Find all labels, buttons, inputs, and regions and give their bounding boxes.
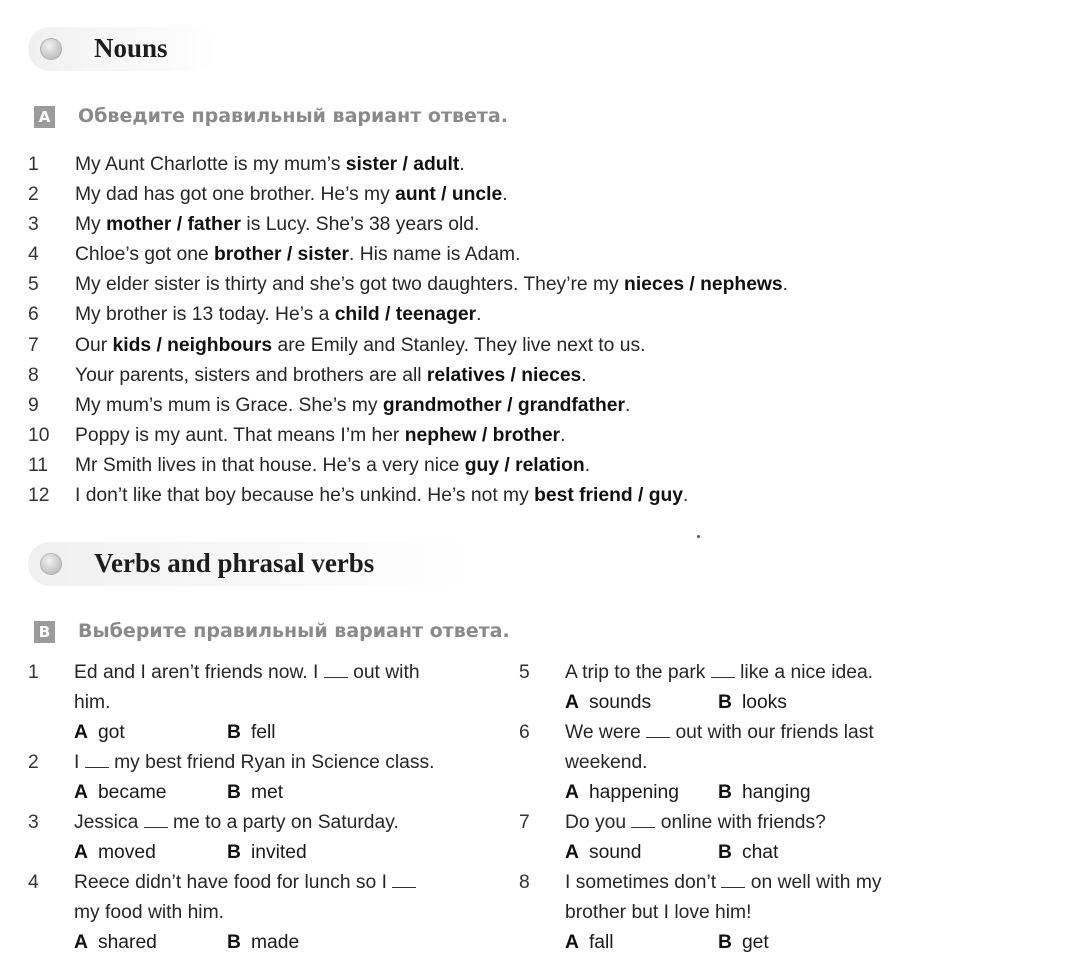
sentence-text: Poppy is my aunt. That means I’m her bbox=[75, 424, 405, 446]
answer-choices[interactable]: nephew / brother bbox=[404, 424, 561, 446]
item-body bbox=[519, 659, 989, 719]
answer-choices[interactable]: nieces / nephews bbox=[624, 274, 783, 296]
answer-blank bbox=[392, 870, 416, 888]
item-number: 3 bbox=[28, 812, 39, 833]
item-number: 1 bbox=[28, 662, 39, 683]
question-line bbox=[565, 869, 989, 899]
exercise-b-item bbox=[28, 869, 498, 959]
option-letter: A bbox=[74, 842, 88, 863]
question-text: weekend. bbox=[565, 752, 648, 773]
option-word: looks bbox=[741, 692, 787, 713]
option-letter: B bbox=[227, 722, 241, 743]
answer-blank bbox=[646, 720, 670, 738]
option-letter: B bbox=[718, 842, 732, 863]
item-number: 9 bbox=[28, 394, 39, 416]
question-line bbox=[565, 659, 989, 689]
question-text: A trip to the park bbox=[565, 662, 711, 683]
option-word: chat bbox=[741, 842, 779, 863]
option-letter: A bbox=[565, 932, 579, 953]
item-body bbox=[519, 719, 989, 809]
item-sentence bbox=[75, 152, 465, 178]
option-word: met bbox=[250, 782, 284, 803]
item-number: 7 bbox=[519, 812, 530, 833]
item-sentence bbox=[75, 453, 590, 479]
answer-options bbox=[565, 929, 989, 959]
question-line bbox=[74, 809, 498, 839]
sentence-text: . bbox=[502, 184, 508, 206]
option-letter: A bbox=[74, 782, 88, 803]
item-number: 4 bbox=[28, 872, 39, 893]
option-letter: B bbox=[718, 692, 732, 713]
sentence-text: My elder sister is thirty and she’s got two daughters. They’re my bbox=[75, 274, 625, 296]
sentence-text: Mr Smith lives in that house. He’s a very nice bbox=[75, 454, 465, 476]
item-sentence bbox=[75, 182, 508, 208]
option-a[interactable] bbox=[74, 929, 157, 957]
answer-choices[interactable]: guy / relation bbox=[464, 454, 585, 476]
option-word: became bbox=[97, 782, 167, 803]
option-word: invited bbox=[250, 842, 307, 863]
item-number: 2 bbox=[28, 184, 39, 206]
item-number: 7 bbox=[28, 334, 39, 356]
question-text: I sometimes don’t bbox=[565, 872, 722, 893]
item-number: 8 bbox=[519, 872, 530, 893]
sentence-text: . bbox=[584, 454, 591, 476]
item-number: 8 bbox=[28, 364, 39, 386]
sentence-text: Your parents, sisters and brothers are all bbox=[75, 364, 427, 386]
question-line bbox=[565, 719, 989, 749]
question-text: out with our friends last bbox=[670, 722, 874, 743]
answer-choices[interactable]: brother / sister bbox=[214, 244, 350, 266]
item-body bbox=[28, 659, 498, 749]
exercise-b-left-column bbox=[28, 659, 498, 959]
sentence-text: . His name is Adam. bbox=[349, 244, 521, 266]
question-line bbox=[74, 689, 498, 719]
answer-options bbox=[74, 839, 498, 869]
item-body bbox=[28, 809, 498, 869]
option-word: got bbox=[97, 722, 125, 743]
option-letter: A bbox=[565, 782, 579, 803]
sentence-text: . bbox=[476, 304, 482, 326]
question-text: We were bbox=[565, 722, 647, 743]
option-word: shared bbox=[97, 932, 157, 953]
item-number: 11 bbox=[28, 454, 49, 476]
question-text: online with friends? bbox=[655, 812, 826, 833]
sentence-text: . bbox=[459, 154, 465, 175]
answer-options bbox=[565, 689, 989, 719]
question-line bbox=[565, 749, 989, 779]
section-title-nouns: Nouns bbox=[94, 33, 168, 63]
option-letter: B bbox=[227, 782, 241, 803]
question-line bbox=[74, 659, 498, 689]
option-letter: B bbox=[227, 842, 241, 863]
question-text: on well with my bbox=[745, 872, 882, 893]
item-sentence bbox=[75, 423, 565, 449]
item-number: 12 bbox=[28, 485, 50, 507]
option-a[interactable] bbox=[74, 719, 125, 747]
option-b[interactable] bbox=[227, 839, 307, 867]
option-word: fell bbox=[250, 722, 276, 743]
exercise-b-item bbox=[28, 659, 498, 749]
option-letter: B bbox=[718, 782, 732, 803]
answer-blank bbox=[631, 810, 655, 828]
option-letter: A bbox=[565, 842, 579, 863]
sentence-text: I don’t like that boy because he’s unkind. He’s not my bbox=[75, 485, 535, 507]
question-text: out with bbox=[347, 662, 420, 683]
option-b[interactable] bbox=[227, 929, 299, 957]
item-body bbox=[519, 869, 989, 959]
item-body bbox=[519, 809, 989, 869]
item-sentence bbox=[75, 393, 630, 419]
question-text: Ed and I aren’t friends now. I bbox=[74, 662, 324, 683]
option-word: moved bbox=[97, 842, 156, 863]
item-number: 3 bbox=[28, 214, 39, 236]
question-text: I bbox=[74, 752, 85, 773]
question-line bbox=[74, 869, 498, 899]
sentence-text: My Aunt Charlotte is my mum’s bbox=[75, 154, 346, 175]
answer-choices[interactable]: kids / neighbours bbox=[112, 334, 273, 356]
question-text: my best friend Ryan in Science class. bbox=[108, 752, 435, 773]
answer-choices[interactable]: sister / adult bbox=[345, 154, 460, 175]
option-a[interactable] bbox=[74, 779, 167, 807]
sentence-text: My mum’s mum is Grace. She’s my bbox=[75, 394, 383, 416]
exercise-badge-a: A bbox=[34, 106, 55, 128]
item-sentence bbox=[75, 483, 688, 509]
option-a[interactable] bbox=[74, 839, 156, 867]
option-b[interactable] bbox=[718, 779, 811, 807]
option-word: get bbox=[741, 932, 769, 953]
item-number: 5 bbox=[519, 662, 530, 683]
exercise-badge-b: B bbox=[34, 621, 55, 643]
option-a[interactable] bbox=[565, 689, 651, 717]
question-text: like a nice idea. bbox=[734, 662, 874, 683]
question-text: Do you bbox=[565, 812, 632, 833]
section-title-verbs: Verbs and phrasal verbs bbox=[94, 548, 375, 578]
sentence-text: My dad has got one brother. He’s my bbox=[75, 184, 396, 206]
sentence-text: is Lucy. She’s 38 years old. bbox=[241, 214, 480, 236]
answer-options bbox=[74, 719, 498, 749]
option-letter: A bbox=[74, 722, 88, 743]
section-bullet-icon bbox=[40, 38, 62, 60]
option-letter: A bbox=[74, 932, 88, 953]
exercise-b-item bbox=[519, 719, 989, 809]
option-word: fall bbox=[588, 932, 614, 953]
question-text: my food with him. bbox=[74, 902, 225, 923]
answer-blank bbox=[721, 870, 745, 888]
item-number: 5 bbox=[28, 274, 39, 296]
item-number: 6 bbox=[28, 304, 39, 326]
sentence-text: . bbox=[581, 364, 587, 386]
answer-options bbox=[74, 779, 498, 809]
answer-blank bbox=[85, 750, 109, 768]
answer-options bbox=[565, 779, 989, 809]
sentence-text: . bbox=[782, 274, 789, 296]
item-number: 10 bbox=[28, 424, 50, 446]
question-line bbox=[565, 809, 989, 839]
sentence-text: My brother is 13 today. He’s a bbox=[75, 304, 335, 326]
item-sentence bbox=[75, 302, 482, 328]
question-line bbox=[74, 899, 498, 929]
answer-choices[interactable]: relatives / nieces bbox=[426, 364, 582, 386]
answer-blank bbox=[711, 660, 735, 678]
item-body bbox=[28, 869, 498, 959]
answer-blank bbox=[324, 660, 348, 678]
answer-choices[interactable]: best friend / guy bbox=[534, 485, 684, 507]
question-text: Jessica bbox=[74, 812, 144, 833]
answer-choices[interactable]: grandmother / grandfather bbox=[382, 394, 625, 416]
answer-options bbox=[565, 839, 989, 869]
exercise-b-right-column bbox=[519, 659, 989, 959]
option-b[interactable] bbox=[718, 839, 778, 867]
section-bullet-icon bbox=[40, 553, 62, 575]
option-a[interactable] bbox=[565, 929, 614, 957]
question-text: him. bbox=[74, 692, 111, 713]
question-line bbox=[565, 899, 989, 929]
sentence-text: . bbox=[624, 394, 631, 416]
option-b[interactable] bbox=[718, 929, 769, 957]
option-b[interactable] bbox=[718, 689, 787, 717]
option-word: happening bbox=[588, 782, 680, 803]
option-word: made bbox=[250, 932, 300, 953]
sentence-text: . bbox=[683, 485, 689, 507]
exercise-a-instruction: Обведите правильный вариант ответа. bbox=[78, 105, 508, 127]
item-number: 2 bbox=[28, 752, 39, 773]
exercise-b-item bbox=[519, 809, 989, 869]
option-word: sound bbox=[588, 842, 642, 863]
option-word: hanging bbox=[741, 782, 811, 803]
option-letter: A bbox=[565, 692, 579, 713]
question-text: brother but I love him! bbox=[565, 902, 752, 923]
item-body bbox=[28, 749, 498, 809]
sentence-text: Our bbox=[75, 334, 113, 356]
option-word: sounds bbox=[588, 692, 652, 713]
item-number: 1 bbox=[28, 154, 39, 175]
exercise-b-item bbox=[519, 869, 989, 959]
item-sentence bbox=[75, 212, 479, 238]
exercise-b-item bbox=[28, 809, 498, 869]
answer-choices[interactable]: child / teenager bbox=[334, 304, 477, 326]
answer-options bbox=[74, 929, 498, 959]
exercise-b-instruction: Выберите правильный вариант ответа. bbox=[78, 620, 510, 642]
answer-choices[interactable]: mother / father bbox=[106, 214, 242, 236]
answer-choices[interactable]: aunt / uncle bbox=[395, 184, 503, 206]
option-letter: B bbox=[718, 932, 732, 953]
sentence-text: are Emily and Stanley. They live next to us. bbox=[272, 334, 646, 356]
sentence-text: My bbox=[75, 214, 107, 236]
sentence-text: . bbox=[560, 424, 566, 446]
question-text: me to a party on Saturday. bbox=[167, 812, 399, 833]
sentence-text: Chloe’s got one bbox=[75, 244, 214, 266]
answer-blank bbox=[144, 810, 168, 828]
option-b[interactable] bbox=[227, 719, 276, 747]
print-speck bbox=[697, 535, 700, 538]
item-sentence bbox=[75, 272, 788, 298]
option-b[interactable] bbox=[227, 779, 283, 807]
item-number: 6 bbox=[519, 722, 530, 743]
item-sentence bbox=[75, 242, 520, 268]
option-a[interactable] bbox=[565, 779, 679, 807]
exercise-b-item bbox=[28, 749, 498, 809]
item-sentence bbox=[75, 363, 587, 389]
question-text: Reece didn’t have food for lunch so I bbox=[74, 872, 393, 893]
item-sentence bbox=[75, 333, 645, 359]
question-line bbox=[74, 749, 498, 779]
item-number: 4 bbox=[28, 244, 39, 266]
option-a[interactable] bbox=[565, 839, 641, 867]
option-letter: B bbox=[227, 932, 241, 953]
exercise-b-item bbox=[519, 659, 989, 719]
